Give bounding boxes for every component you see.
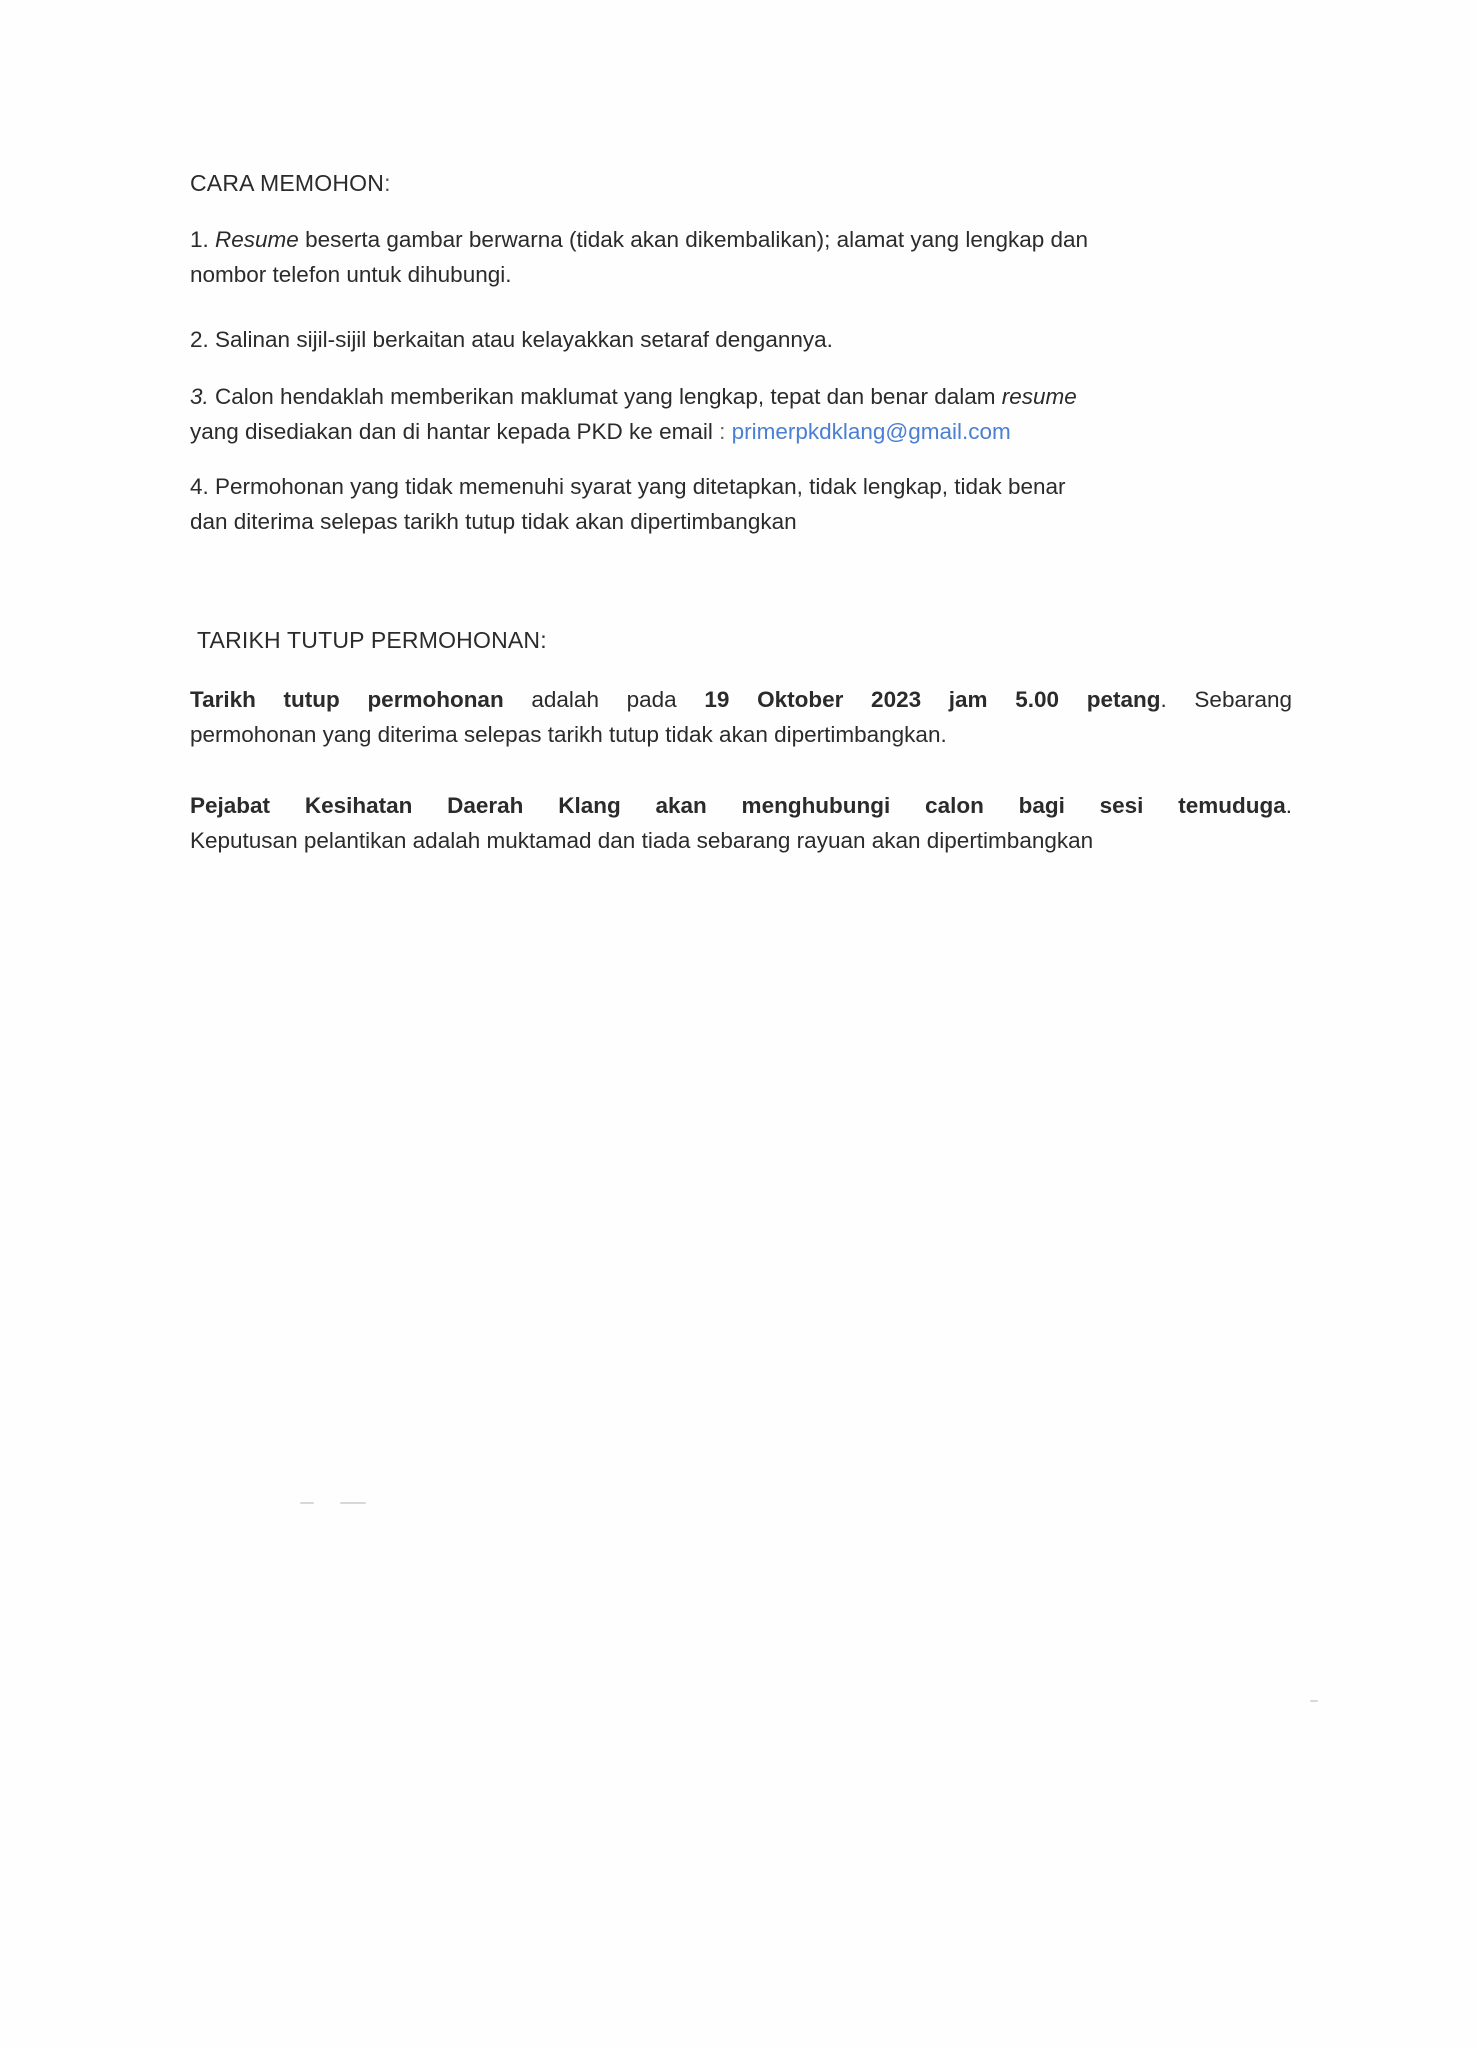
list-item-1-line-2: nombor telefon untuk dihubungi. bbox=[190, 262, 512, 287]
email-link[interactable]: primerpkdklang@gmail.com bbox=[731, 419, 1011, 444]
list-item-3-line-1 bbox=[190, 379, 1292, 414]
interview-line-1 bbox=[190, 788, 1292, 823]
list-item-3 bbox=[190, 379, 1292, 449]
item-text: Salinan sijil-sijil berkaitan atau kelayakkan setaraf dengannya. bbox=[208, 327, 833, 352]
list-item-1 bbox=[190, 222, 1292, 292]
item-number: 2. bbox=[190, 327, 209, 352]
heading-colon: : bbox=[384, 170, 391, 196]
list-item-2 bbox=[190, 322, 1292, 357]
list-item-4-line-2: dan diterima selepas tarikh tutup tidak akan dipertimbangkan bbox=[190, 509, 797, 534]
plain-text: . Sebarang bbox=[1160, 687, 1293, 712]
plain-text: adalah pada bbox=[503, 687, 705, 712]
closing-date-line-1 bbox=[190, 682, 1292, 717]
bold-text: Tarikh tutup permohonan bbox=[190, 687, 504, 712]
list-item-4 bbox=[190, 469, 1292, 539]
colon: : bbox=[719, 419, 732, 444]
item-text: Calon hendaklah memberikan maklumat yang lengkap, tepat dan benar dalam bbox=[208, 384, 1002, 409]
item-text: beserta gambar berwarna (tidak akan dikembalikan); alamat yang lengkap dan bbox=[298, 227, 1089, 252]
closing-date-line-2: permohonan yang diterima selepas tarikh tutup tidak akan dipertimbangkan. bbox=[190, 722, 947, 747]
section-heading-closing-date: TARIKH TUTUP PERMOHONAN: bbox=[197, 627, 547, 653]
interview-paragraph bbox=[190, 788, 1292, 858]
item-text: Permohonan yang tidak memenuhi syarat yang ditetapkan, tidak lengkap, tidak benar bbox=[208, 474, 1066, 499]
closing-date-value: 19 Oktober 2023 jam 5.00 petang bbox=[704, 687, 1161, 712]
interview-line-2: Keputusan pelantikan adalah muktamad dan tiada sebarang rayuan akan dipertimbangkan bbox=[190, 828, 1094, 853]
item-number: 1. bbox=[190, 227, 209, 252]
italic-term: Resume bbox=[215, 227, 299, 252]
item-number: 4. bbox=[190, 474, 209, 499]
bold-text: Pejabat Kesihatan Daerah Klang akan menghubungi calon bagi sesi temuduga bbox=[190, 793, 1286, 818]
italic-term: resume bbox=[1001, 384, 1077, 409]
list-item-3-line-2 bbox=[190, 414, 1292, 449]
plain-text: . bbox=[1285, 793, 1292, 818]
scan-speck bbox=[300, 1502, 314, 1504]
item-text: yang disediakan dan di hantar kepada PKD ke email bbox=[190, 419, 720, 444]
closing-date-paragraph bbox=[190, 682, 1292, 752]
item-number: 3. bbox=[190, 384, 209, 409]
scan-speck bbox=[340, 1502, 366, 1504]
heading-text: CARA MEMOHON bbox=[190, 170, 385, 196]
section-heading-how-to-apply bbox=[190, 166, 1292, 201]
scan-speck bbox=[1310, 1700, 1318, 1702]
list-item-1-line-1 bbox=[190, 222, 1292, 257]
list-item-4-line-1 bbox=[190, 469, 1292, 504]
